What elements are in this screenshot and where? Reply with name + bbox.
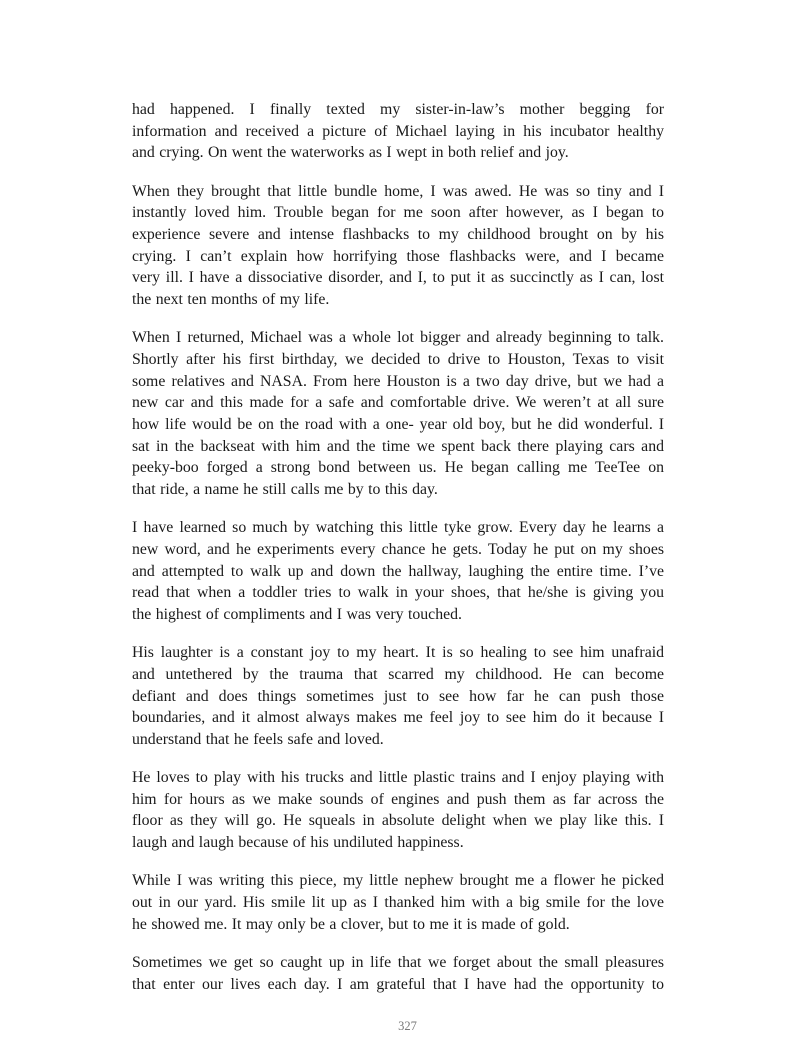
text-line: Sometimes we get so caught up in life that we forget about the small pleasures (132, 953, 664, 971)
text-line: floor as they will go. He squeals in absolute delight when we play like this. I (132, 812, 664, 830)
text-line: He loves to play with his trucks and little plastic trains and I enjoy playing with (132, 769, 664, 787)
paragraph (132, 642, 664, 750)
text-line: and crying. On went the waterworks as I wept in both relief and joy. (132, 144, 569, 162)
text-line: His laughter is a constant joy to my heart. It is so healing to see him unafraid (132, 644, 664, 662)
text-line: that ride, a name he still calls me by to this day. (132, 481, 438, 498)
page-number: 327 (398, 1019, 417, 1033)
paragraph (132, 181, 664, 311)
text-line: some relatives and NASA. From here Houston is a two day drive, but we had a (132, 372, 664, 390)
text-line: and untethered by the trauma that scarred my childhood. He can become (132, 665, 664, 683)
text-line: sat in the backseat with him and the time we spent back there playing cars and (132, 437, 664, 455)
text-line: experience severe and intense flashbacks to my childhood brought on by his (132, 225, 664, 243)
text-line: peeky-boo forged a strong bond between us. He began calling me TeeTee on (132, 459, 664, 477)
text-line: and attempted to walk up and down the hallway, laughing the entire time. I’ve (132, 562, 664, 580)
paragraph (132, 952, 664, 995)
text-line: read that when a toddler tries to walk in your shoes, that he/she is giving you (132, 584, 664, 602)
text-line: When they brought that little bundle home, I was awed. He was so tiny and I (132, 182, 664, 200)
text-line: that enter our lives each day. I am grateful that I have had the opportunity to (132, 975, 664, 993)
page-body (132, 99, 664, 1012)
paragraph (132, 99, 664, 164)
text-line: I have learned so much by watching this little tyke grow. Every day he learns a (132, 519, 664, 537)
text-line: he showed me. It may only be a clover, but to me it is made of gold. (132, 915, 570, 933)
text-line: boundaries, and it almost always makes me feel joy to see him do it because I (132, 709, 664, 727)
text-line: very ill. I have a dissociative disorder, and I, to put it as succinctly as I can, lost (132, 269, 664, 287)
text-line: understand that he feels safe and loved. (132, 730, 384, 748)
text-line: While I was writing this piece, my little nephew brought me a flower he picked (132, 872, 664, 890)
paragraph (132, 517, 664, 625)
text-line: new word, and he experiments every chance he gets. Today he put on my shoes (132, 540, 664, 558)
text-line: When I returned, Michael was a whole lot bigger and already beginning to talk. (132, 329, 664, 347)
text-line: defiant and does things sometimes just to see how far he can push those (132, 687, 664, 705)
text-line: the next ten months of my life. (132, 291, 330, 308)
paragraph (132, 870, 664, 935)
text-line: out in our yard. His smile lit up as I thanked him with a big smile for the love (132, 894, 664, 911)
text-line: Shortly after his first birthday, we decided to drive to Houston, Texas to visit (132, 350, 664, 368)
text-line: him for hours as we make sounds of engines and push them as far across the (132, 790, 664, 808)
text-line: the highest of compliments and I was very touched. (132, 605, 462, 623)
text-line: laugh and laugh because of his undiluted happiness. (132, 834, 464, 852)
paragraph (132, 327, 664, 501)
text-line: how life would be on the road with a one- year old boy, but he did wonderful. I (132, 415, 664, 433)
paragraph (132, 767, 664, 854)
text-line: had happened. I finally texted my sister-in-law’s mother begging for (132, 101, 664, 118)
text-line: information and received a picture of Michael laying in his incubator healthy (132, 122, 664, 140)
text-line: crying. I can’t explain how horrifying those flashbacks were, and I became (132, 247, 664, 265)
text-line: new car and this made for a safe and comfortable drive. We weren’t at all sure (132, 394, 664, 412)
text-line: instantly loved him. Trouble began for me soon after however, as I began to (132, 204, 664, 222)
